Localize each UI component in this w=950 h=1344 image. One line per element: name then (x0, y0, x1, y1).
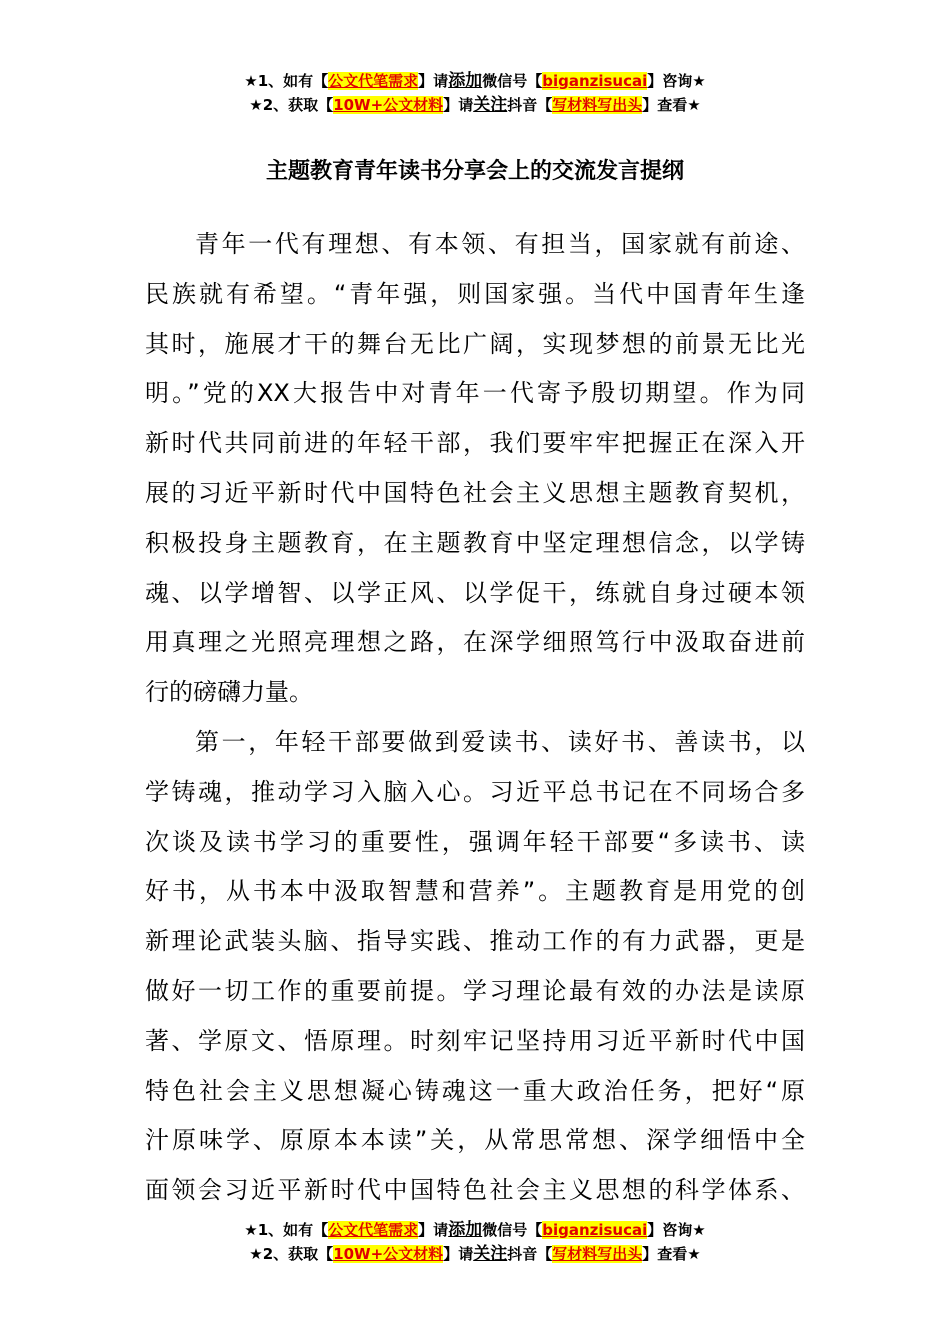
paragraph-line: 学铸魂，推动学习入脑入心。习近平总书记在不同场合多 (145, 777, 805, 806)
banner-line-1: ★1、如有【公文代笔需求】请添加微信号【biganzisucai】咨询★ (244, 71, 706, 91)
header-banner (0, 69, 950, 117)
paragraph-line: 特色社会主义思想凝心铸魂这一重大政治任务，把好“原 (145, 1076, 805, 1105)
highlight-text: 10W+公文材料 (333, 96, 444, 114)
highlight-text: 10W+公文材料 (333, 1245, 444, 1263)
highlight-text: 公文代笔需求 (328, 1221, 419, 1239)
paragraph-line: 积极投身主题教育，在主题教育中坚定理想信念，以学铸 (145, 528, 805, 557)
highlight-text: biganzisucai (542, 72, 648, 90)
document-body (145, 224, 805, 1220)
paragraph-line: 汁原味学、原原本本读”关，从常思常想、深学细悟中全 (145, 1126, 805, 1155)
highlight-text: 公文代笔需求 (328, 72, 419, 90)
paragraph-line: 著、学原文、悟原理。时刻牢记坚持用习近平新时代中国 (145, 1026, 805, 1055)
footer-banner (0, 1218, 950, 1266)
highlight-text: 写材料写出头 (552, 1245, 643, 1263)
banner-line-2: ★2、获取【10W+公文材料】请关注抖音【写材料写出头】查看★ (249, 95, 701, 115)
paragraph-line: 新理论武装头脑、指导实践、推动工作的有力武器，更是 (145, 927, 805, 956)
paragraph-line: 好书，从书本中汲取智慧和营养”。主题教育是用党的创 (145, 877, 805, 906)
paragraph-line: 其时，施展才干的舞台无比广阔，实现梦想的前景无比光 (145, 329, 805, 358)
banner-line-1: ★1、如有【公文代笔需求】请添加微信号【biganzisucai】咨询★ (244, 1220, 706, 1240)
paragraph-line: 新时代共同前进的年轻干部，我们要牢牢把握正在深入开 (145, 429, 805, 458)
paragraph-line: 明。”党的XX大报告中对青年一代寄予殷切期望。作为同 (145, 379, 805, 408)
highlight-text: 写材料写出头 (552, 96, 643, 114)
paragraph-line: 做好一切工作的重要前提。学习理论最有效的办法是读原 (145, 976, 805, 1005)
paragraph-line: 第一，年轻干部要做到爱读书、读好书、善读书，以 (195, 727, 805, 756)
document-title: 主题教育青年读书分享会上的交流发言提纲 (265, 159, 684, 184)
highlight-text: biganzisucai (542, 1221, 648, 1239)
paragraph-line: 次谈及读书学习的重要性，强调年轻干部要“多读书、读 (145, 827, 805, 856)
paragraph-line: 魂、以学增智、以学正风、以学促干，练就自身过硬本领 (145, 578, 805, 607)
paragraph-line: 民族就有希望。“青年强，则国家强。当代中国青年生逢 (145, 279, 805, 308)
paragraph-line: 面领会习近平新时代中国特色社会主义思想的科学体系、 (145, 1176, 805, 1205)
paragraph-line: 行的磅礴力量。 (145, 678, 313, 707)
paragraph-line: 青年一代有理想、有本领、有担当，国家就有前途、 (195, 230, 805, 258)
banner-line-2: ★2、获取【10W+公文材料】请关注抖音【写材料写出头】查看★ (249, 1244, 701, 1264)
paragraph-line: 用真理之光照亮理想之路，在深学细照笃行中汲取奋进前 (145, 628, 805, 657)
paragraph-line: 展的习近平新时代中国特色社会主义思想主题教育契机， (145, 478, 805, 507)
